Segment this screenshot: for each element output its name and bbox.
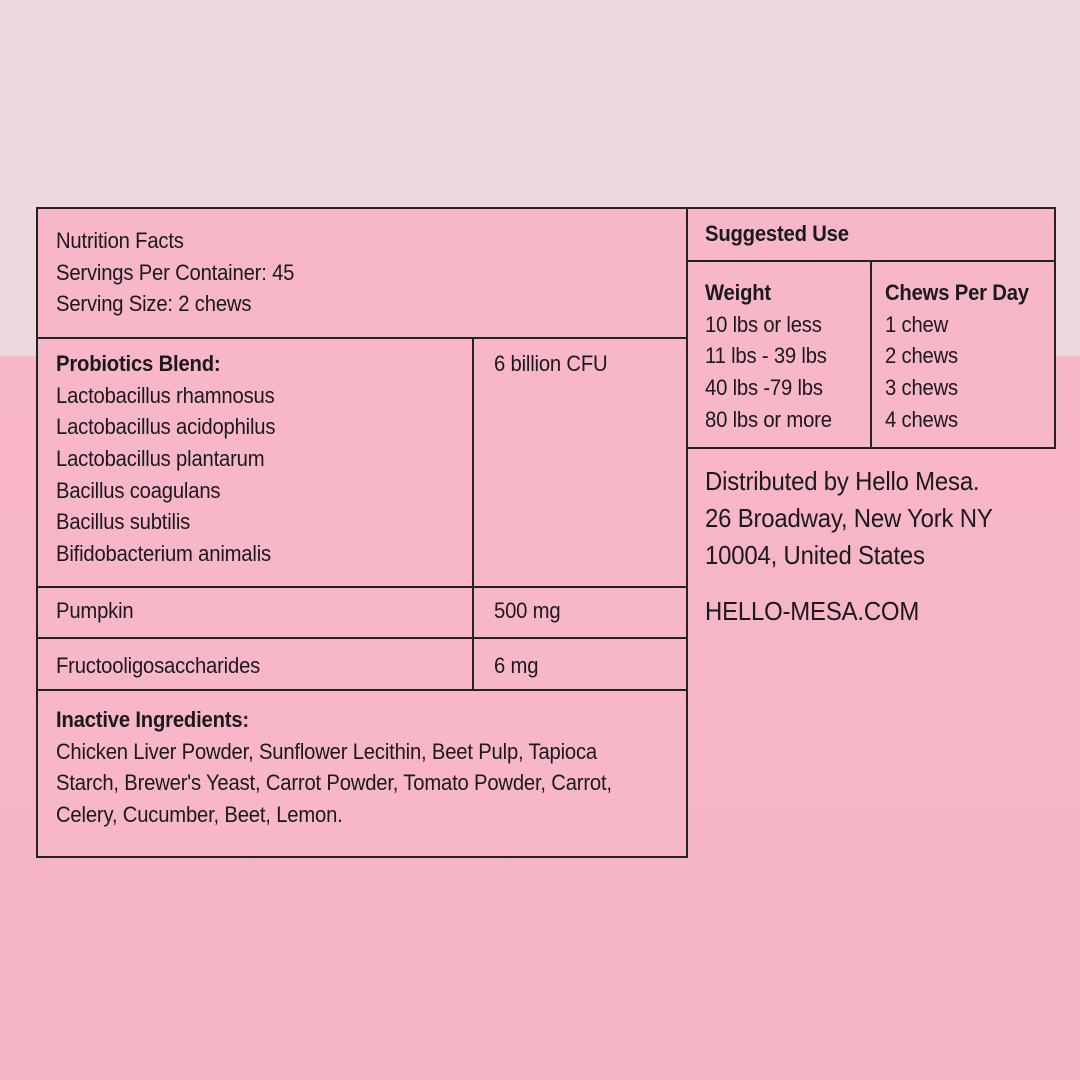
probiotics-amount: 6 billion CFU xyxy=(494,351,608,376)
serving-size: Serving Size: 2 chews xyxy=(56,291,252,317)
nutrition-divider-4 xyxy=(36,689,688,691)
suggested-use-column-divider xyxy=(870,260,872,449)
distributor-line: 10004, United States xyxy=(705,540,925,570)
probiotics-heading: Probiotics Blend: xyxy=(56,351,221,376)
inactive-ingredients xyxy=(56,704,612,831)
amount-column-divider xyxy=(472,337,474,691)
ingredient-amount-pumpkin: 500 mg xyxy=(494,598,561,623)
distributor-line: Distributed by Hello Mesa. xyxy=(705,466,980,496)
inactive-line: Starch, Brewer's Yeast, Carrot Powder, Tomato Powder, Carrot, xyxy=(56,770,612,796)
chews-cell: 2 chews xyxy=(885,343,958,369)
strain-item: Lactobacillus rhamnosus xyxy=(56,382,275,408)
weight-cell: 80 lbs or more xyxy=(705,406,832,432)
nutrition-header xyxy=(56,225,294,320)
chews-cell: 4 chews xyxy=(885,406,958,432)
nutrition-divider-2 xyxy=(36,586,688,588)
chews-cell: 3 chews xyxy=(885,375,958,401)
weight-cell: 40 lbs -79 lbs xyxy=(705,375,823,401)
nutrition-divider-1 xyxy=(36,337,688,339)
inactive-line: Chicken Liver Powder, Sunflower Lecithin, Beet Pulp, Tapioca xyxy=(56,738,598,764)
weight-cell: 10 lbs or less xyxy=(705,311,822,337)
inactive-line: Celery, Cucumber, Beet, Lemon. xyxy=(56,802,343,828)
probiotics-list xyxy=(56,348,275,570)
strain-item: Lactobacillus acidophilus xyxy=(56,414,276,440)
website-link[interactable]: HELLO-MESA.COM xyxy=(705,596,920,626)
strain-item: Bacillus coagulans xyxy=(56,477,221,503)
chews-header: Chews Per Day xyxy=(885,280,1029,305)
strain-item: Bacillus subtilis xyxy=(56,509,191,535)
distributor-line: 26 Broadway, New York NY xyxy=(705,503,993,533)
chews-cell: 1 chew xyxy=(885,311,949,337)
nutrition-divider-3 xyxy=(36,637,688,639)
weight-header: Weight xyxy=(705,280,771,305)
strain-item: Bifidobacterium animalis xyxy=(56,541,271,567)
weight-cell: 11 lbs - 39 lbs xyxy=(705,343,827,369)
strain-item: Lactobacillus plantarum xyxy=(56,446,265,472)
ingredient-amount-fos: 6 mg xyxy=(494,653,539,678)
inactive-heading: Inactive Ingredients: xyxy=(56,707,249,732)
suggested-use-title: Suggested Use xyxy=(705,221,849,246)
distributor-address xyxy=(705,463,993,574)
nutrition-title: Nutrition Facts xyxy=(56,228,184,253)
ingredient-name-pumpkin: Pumpkin xyxy=(56,598,134,623)
weight-column xyxy=(705,277,832,435)
chews-column xyxy=(885,277,1029,435)
servings-per-container: Servings Per Container: 45 xyxy=(56,259,295,285)
ingredient-name-fos: Fructooligosaccharides xyxy=(56,653,261,678)
